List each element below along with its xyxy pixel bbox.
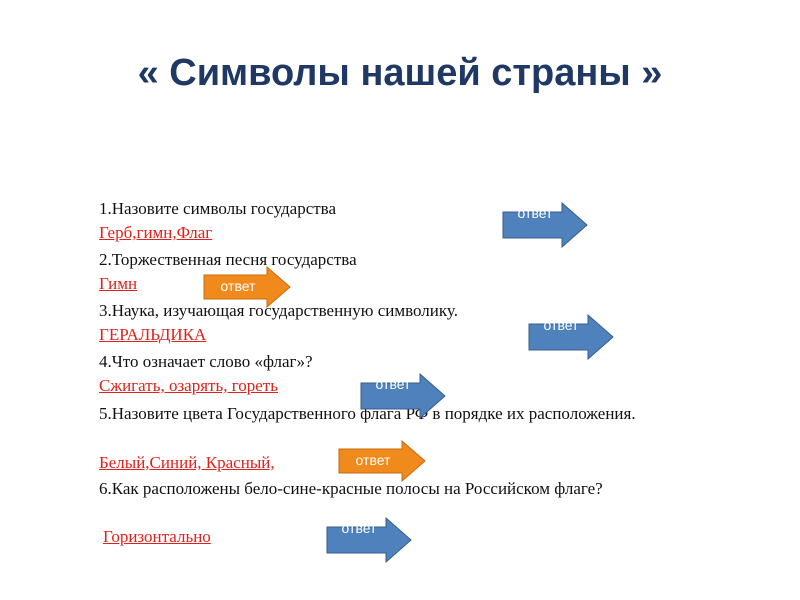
page-title: « Символы нашей страны » <box>137 52 663 94</box>
question-1: 1.Назовите символы государства <box>99 199 337 218</box>
question-3: 3.Наука, изучающая государственную символику. <box>99 301 458 320</box>
answer-button-6[interactable] <box>326 517 412 563</box>
answer-6: Горизонтально <box>103 527 211 546</box>
answer-button-label: ответ <box>355 452 391 468</box>
answer-button-label: ответ <box>517 205 553 221</box>
answer-3: ГЕРАЛЬДИКА <box>99 325 207 344</box>
answer-button-label: ответ <box>543 317 579 333</box>
answer-1: Герб,гимн,Флаг <box>99 223 213 242</box>
answer-button-label: ответ <box>341 520 377 536</box>
question-6: 6.Как расположены бело-сине-красные полосы на Российском флаге? <box>99 479 603 498</box>
question-4: 4.Что означает слово «флаг»? <box>99 352 313 371</box>
answer-button-1[interactable] <box>502 202 588 248</box>
answer-4: Сжигать, озарять, гореть <box>99 376 278 395</box>
answer-2: Гимн <box>99 274 138 293</box>
answer-button-label: ответ <box>375 376 411 392</box>
question-2: 2.Торжественная песня государства <box>99 250 357 269</box>
answer-button-2[interactable] <box>203 266 291 308</box>
answer-button-5[interactable] <box>338 440 426 482</box>
answer-button-4[interactable] <box>360 373 446 419</box>
answer-button-3[interactable] <box>528 314 614 360</box>
answer-5: Белый,Синий, Красный, <box>99 453 275 472</box>
question-5: 5.Назовите цвета Государственного флага РФ в порядке их расположения. <box>99 404 636 423</box>
answer-button-label: ответ <box>220 278 256 294</box>
